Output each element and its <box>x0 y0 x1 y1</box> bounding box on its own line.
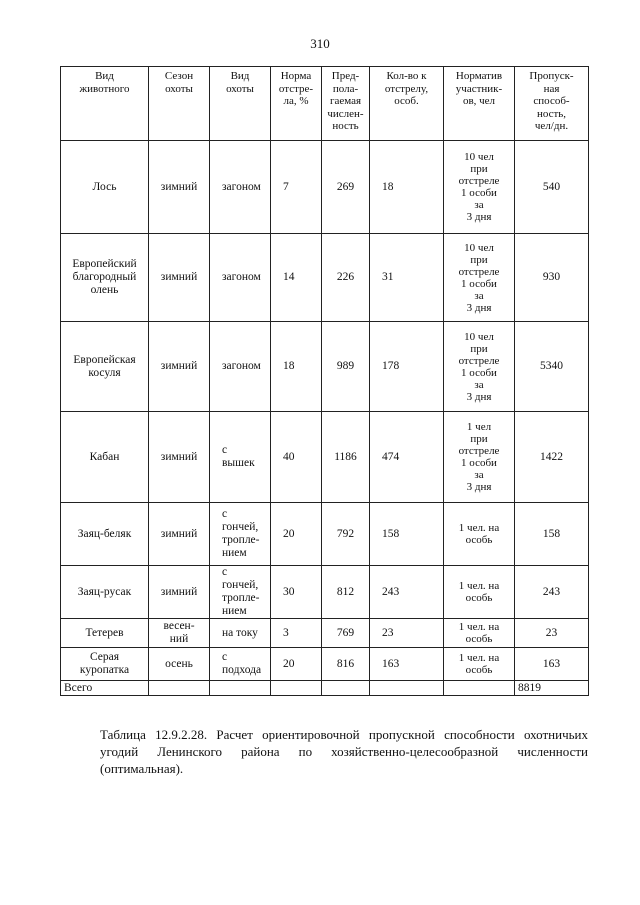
table-row <box>61 234 589 322</box>
norm-cell: 10 чел при отстреле 1 особи за 3 дня <box>444 141 515 234</box>
rate-cell: 7 <box>271 141 322 234</box>
season-cell: зимний <box>149 412 210 503</box>
header-count: Кол-во к отстрелу, особ. <box>370 67 444 141</box>
population-cell: 1186 <box>322 412 370 503</box>
norm-cell: 1 чел. на особь <box>444 503 515 566</box>
season-cell: зимний <box>149 566 210 619</box>
count-cell: 163 <box>370 648 444 681</box>
population-cell: 792 <box>322 503 370 566</box>
count-cell: 243 <box>370 566 444 619</box>
count-cell: 31 <box>370 234 444 322</box>
total-empty-cell <box>370 681 444 696</box>
season-cell: зимний <box>149 322 210 412</box>
population-cell: 989 <box>322 322 370 412</box>
animal-cell: Серая куропатка <box>61 648 149 681</box>
method-cell: с гончей, тропле- нием <box>210 503 271 566</box>
method-cell: загоном <box>210 322 271 412</box>
table-row <box>61 141 589 234</box>
total-empty-cell <box>210 681 271 696</box>
rate-cell: 3 <box>271 619 322 648</box>
animal-cell: Лось <box>61 141 149 234</box>
population-cell: 812 <box>322 566 370 619</box>
count-cell: 158 <box>370 503 444 566</box>
population-cell: 769 <box>322 619 370 648</box>
rate-cell: 14 <box>271 234 322 322</box>
norm-cell: 10 чел при отстреле 1 особи за 3 дня <box>444 234 515 322</box>
method-cell: загоном <box>210 141 271 234</box>
population-cell: 816 <box>322 648 370 681</box>
animal-cell: Тетерев <box>61 619 149 648</box>
page-number: 310 <box>310 36 330 51</box>
total-empty-cell <box>149 681 210 696</box>
total-empty-cell <box>271 681 322 696</box>
season-cell: осень <box>149 648 210 681</box>
header-row <box>61 67 589 141</box>
header-capacity: Пропуск- ная способ- ность, чел/дн. <box>515 67 589 141</box>
season-cell: зимний <box>149 503 210 566</box>
header-population: Пред- пола- гаемая числен- ность <box>322 67 370 141</box>
animal-cell: Заяц-беляк <box>61 503 149 566</box>
method-cell: с подхода <box>210 648 271 681</box>
season-cell: зимний <box>149 141 210 234</box>
norm-cell: 1 чел при отстреле 1 особи за 3 дня <box>444 412 515 503</box>
count-cell: 474 <box>370 412 444 503</box>
header-rate: Норма отстре- ла, % <box>271 67 322 141</box>
norm-cell: 10 чел при отстреле 1 особи за 3 дня <box>444 322 515 412</box>
rate-cell: 30 <box>271 566 322 619</box>
animal-cell: Заяц-русак <box>61 566 149 619</box>
table-row <box>61 412 589 503</box>
table-row <box>61 566 589 619</box>
rate-cell: 20 <box>271 503 322 566</box>
rate-cell: 40 <box>271 412 322 503</box>
capacity-cell: 163 <box>515 648 589 681</box>
season-cell: весен- ний <box>149 619 210 648</box>
capacity-cell: 1422 <box>515 412 589 503</box>
count-cell: 23 <box>370 619 444 648</box>
total-row <box>61 681 589 696</box>
method-cell: на току <box>210 619 271 648</box>
table-caption: Таблица 12.9.2.28. Расчет ориентировочной пропускной способности охотничьих угодий Ленинского района по хозяйственно-целесообразной численности (оптимальная). <box>100 727 588 776</box>
total-empty-cell <box>444 681 515 696</box>
rate-cell: 20 <box>271 648 322 681</box>
capacity-cell: 23 <box>515 619 589 648</box>
table-row <box>61 619 589 648</box>
rate-cell: 18 <box>271 322 322 412</box>
count-cell: 178 <box>370 322 444 412</box>
table-body <box>61 141 589 696</box>
hunting-capacity-table <box>60 66 589 696</box>
capacity-cell: 243 <box>515 566 589 619</box>
animal-cell: Кабан <box>61 412 149 503</box>
population-cell: 226 <box>322 234 370 322</box>
capacity-cell: 5340 <box>515 322 589 412</box>
total-capacity: 8819 <box>515 681 589 696</box>
capacity-cell: 158 <box>515 503 589 566</box>
total-empty-cell <box>322 681 370 696</box>
animal-cell: Европейский благородный олень <box>61 234 149 322</box>
norm-cell: 1 чел. на особь <box>444 648 515 681</box>
norm-cell: 1 чел. на особь <box>444 619 515 648</box>
header-method: Вид охоты <box>210 67 271 141</box>
table-row <box>61 322 589 412</box>
method-cell: загоном <box>210 234 271 322</box>
total-label: Всего <box>61 681 149 696</box>
method-cell: с вышек <box>210 412 271 503</box>
season-cell: зимний <box>149 234 210 322</box>
method-cell: с гончей, тропле- нием <box>210 566 271 619</box>
capacity-cell: 930 <box>515 234 589 322</box>
count-cell: 18 <box>370 141 444 234</box>
header-animal: Вид животного <box>61 67 149 141</box>
capacity-cell: 540 <box>515 141 589 234</box>
header-norm: Норматив участник- ов, чел <box>444 67 515 141</box>
header-season: Сезон охоты <box>149 67 210 141</box>
norm-cell: 1 чел. на особь <box>444 566 515 619</box>
table-row <box>61 503 589 566</box>
population-cell: 269 <box>322 141 370 234</box>
animal-cell: Европейская косуля <box>61 322 149 412</box>
table-row <box>61 648 589 681</box>
